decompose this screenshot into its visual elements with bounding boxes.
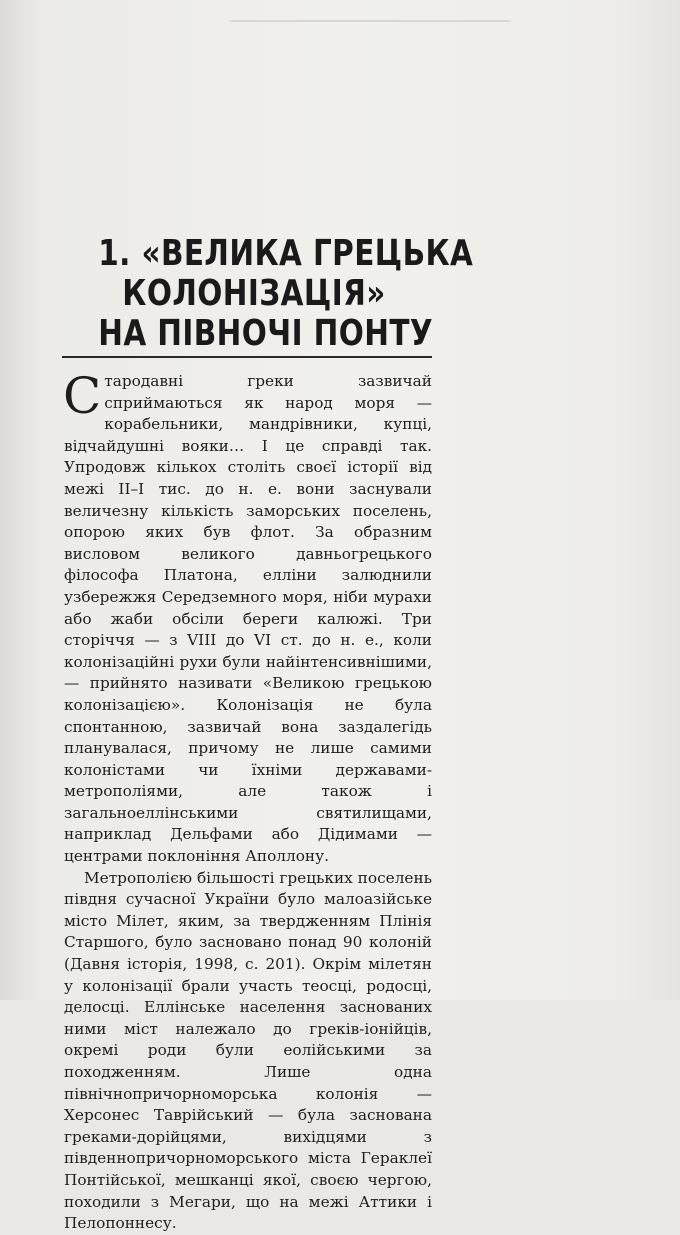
paragraph-1: [63, 367, 432, 868]
paragraph-1-text: тародавні греки зазвичай сприймаються як народ моря — корабельники, мандрівники, купці, відчайдушні вояки… І це справді так. Упродовж кількох століть своєї історії від межі ІІ–І тис. до н. е. вони заснували величезну кількість заморських поселень, опорою яких був флот. За образним висловом великого давньогрецького філософа Платона, елліни залюднили узбережжя Середземного моря, ніби мурахи або жаби обсіли береги калюжі. Три сторіччя — з VIII до VI ст. до н. е., коли колонізаційні рухи були найінтенсивнішими, — прийнято називати «Великою грецькою колонізацією». Колонізація не була спонтанною, зазвичай вона заздалегідь планувалася, причому не лише самими колоністами чи їхніми державами-метрополіями, але також і загальноеллінськими святилищами, наприклад Дельфами або Дідимами — центрами поклоніння Аполлону.: [64, 372, 432, 866]
chapter-title-line-1: 1. «ВЕЛИКА ГРЕЦЬКА: [98, 233, 474, 274]
paragraph-2: Метрополією більшості грецьких поселень півдня сучасної України було малоазійське місто Мілет, яким, за твердженням Плінія Старшого, було засновано понад 90 колоній (Давня історія, 1998, с. 201). Окрім мілетян у колонізації брали участь теосці, родосці, делосці. Еллінське населення заснованих ними міст належало до греків-іонійців, окремі роди були еолійськими за походженням. Лише одна північнопричорноморська колонія — Херсонес Таврійський — була заснована греками-дорійцями, вихідцями з південнопричорноморського міста Гераклеї Понтійської, мешканці якої, своєю чергою, походили з Мегари, що на межі Аттики і Пелопоннесу.: [64, 868, 432, 1233]
bleed-through-header-rule: [230, 20, 510, 32]
chapter-title-line-3: НА ПІВНОЧІ ПОНТУ: [98, 313, 434, 354]
chapter-title: [98, 233, 474, 354]
body-text: [63, 367, 432, 1235]
drop-cap: С: [63, 367, 102, 425]
chapter-title-line-2: КОЛОНІЗАЦІЯ»: [122, 273, 386, 314]
title-divider: [62, 356, 432, 358]
